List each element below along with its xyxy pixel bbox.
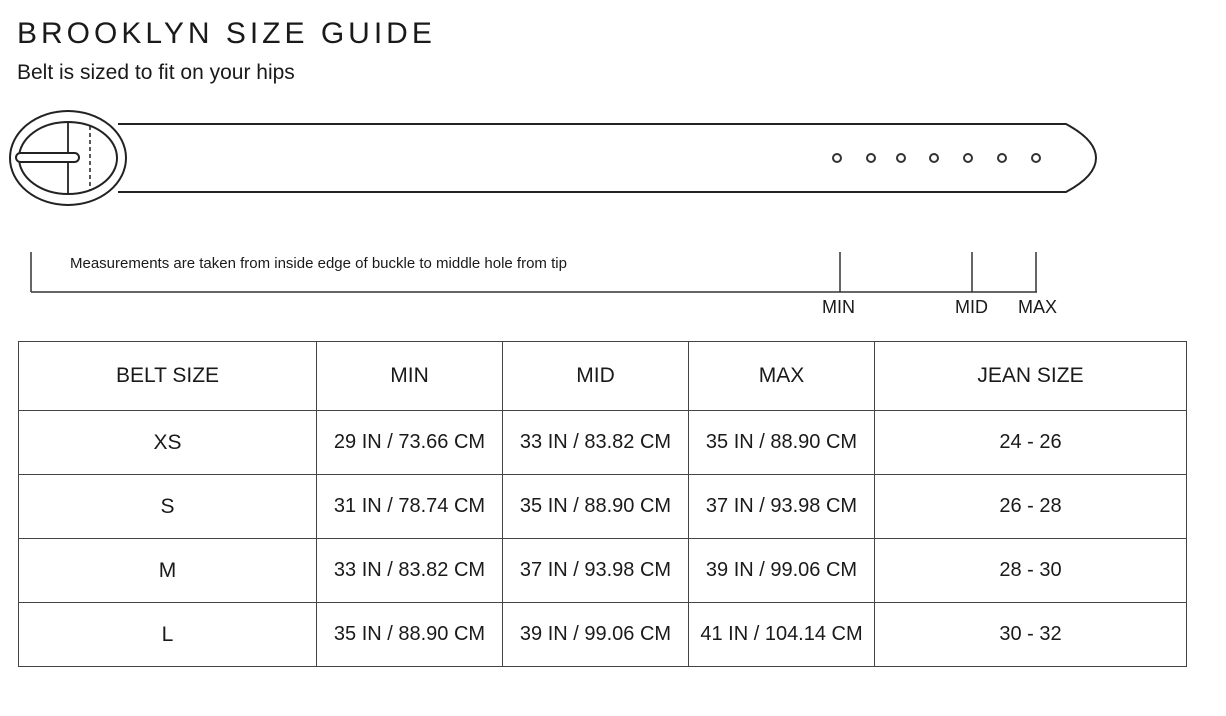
cell-belt-size: L <box>19 603 317 667</box>
cell-belt-size: XS <box>19 411 317 475</box>
header-jean-size: JEAN SIZE <box>875 342 1187 411</box>
marker-min-label: MIN <box>822 297 855 317</box>
cell-jean-size: 28 - 30 <box>875 539 1187 603</box>
table-row <box>19 411 1187 475</box>
cell-max: 37 IN / 93.98 CM <box>689 475 875 539</box>
cell-belt-size: S <box>19 475 317 539</box>
belt-hole <box>1032 154 1040 162</box>
belt-hole <box>998 154 1006 162</box>
cell-mid: 33 IN / 83.82 CM <box>503 411 689 475</box>
header-mid: MID <box>503 342 689 411</box>
cell-min: 35 IN / 88.90 CM <box>317 603 503 667</box>
belt-hole <box>897 154 905 162</box>
cell-jean-size: 24 - 26 <box>875 411 1187 475</box>
marker-mid-label: MID <box>955 297 988 317</box>
measurement-note: Measurements are taken from inside edge of buckle to middle hole from tip <box>70 255 567 272</box>
buckle-icon <box>10 111 126 205</box>
belt-hole <box>930 154 938 162</box>
belt-illustration <box>0 100 1226 220</box>
header-max: MAX <box>689 342 875 411</box>
table-row <box>19 603 1187 667</box>
header-min: MIN <box>317 342 503 411</box>
cell-jean-size: 30 - 32 <box>875 603 1187 667</box>
belt-holes <box>833 154 1040 162</box>
cell-max: 41 IN / 104.14 CM <box>689 603 875 667</box>
cell-jean-size: 26 - 28 <box>875 475 1187 539</box>
cell-min: 29 IN / 73.66 CM <box>317 411 503 475</box>
cell-max: 35 IN / 88.90 CM <box>689 411 875 475</box>
belt-strap <box>118 124 1096 192</box>
table-row <box>19 539 1187 603</box>
page-subtitle: Belt is sized to fit on your hips <box>17 61 295 84</box>
cell-mid: 37 IN / 93.98 CM <box>503 539 689 603</box>
belt-hole <box>867 154 875 162</box>
page-title: BROOKLYN SIZE GUIDE <box>17 17 436 50</box>
cell-max: 39 IN / 99.06 CM <box>689 539 875 603</box>
cell-belt-size: M <box>19 539 317 603</box>
cell-min: 33 IN / 83.82 CM <box>317 539 503 603</box>
cell-min: 31 IN / 78.74 CM <box>317 475 503 539</box>
cell-mid: 35 IN / 88.90 CM <box>503 475 689 539</box>
size-table <box>18 341 1187 667</box>
table-row <box>19 475 1187 539</box>
cell-mid: 39 IN / 99.06 CM <box>503 603 689 667</box>
belt-hole <box>833 154 841 162</box>
marker-max-label: MAX <box>1018 297 1058 317</box>
header-belt-size: BELT SIZE <box>19 342 317 411</box>
belt-hole <box>964 154 972 162</box>
table-header-row <box>19 342 1187 411</box>
